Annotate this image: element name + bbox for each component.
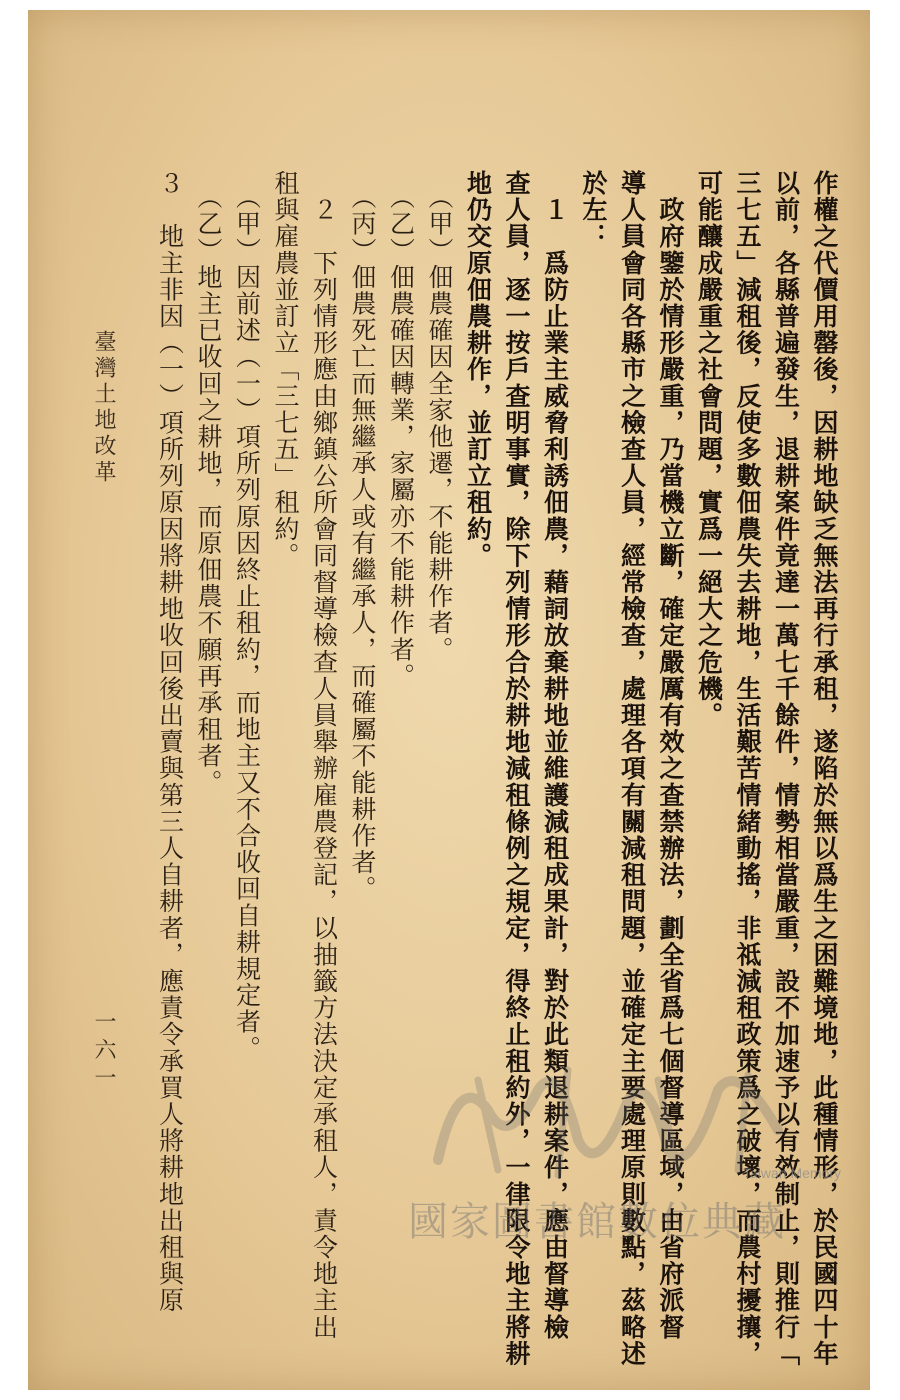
page-number: 一六一	[91, 1010, 116, 1094]
text-column: （丙）佃農死亡而無繼承人或有繼承人，而確屬不能耕作者。	[348, 170, 377, 903]
text-column: 查人員，逐一按戶查明事實，除下列情形合於耕地減租條例之規定，得終止租約外，一律限令地主將耕	[502, 170, 531, 1367]
watermark-latin: Taiwan Memory	[743, 1165, 842, 1181]
text-column: 三七五」減租後，反使多數佃農失去耕地，生活艱苦情緒動搖，非祗減租政策爲之破壞，而農村擾攘，	[733, 170, 762, 1367]
text-column: （甲）因前述（一）項所列原因終止租約，而地主又不合收回自耕規定者。	[232, 170, 262, 1062]
text-column: 作權之代價用罄後，因耕地缺乏無法再行承租，遂陷於無以爲生之困難境地，此種情形，於民國四十年	[810, 170, 839, 1367]
text-column: ３ 地主非因（一）項所列原因將耕地收回後出賣與第三人自耕者，應責令承買人將耕地出租與原	[155, 170, 185, 1314]
text-column: 導人員會同各縣市之檢查人員，經常檢查，處理各項有關減租問題，並確定主要處理原則數點，茲略述	[617, 170, 647, 1367]
text-column: 地仍交原佃農耕作，並訂立租約。	[463, 170, 493, 569]
text-column: 租與雇農並訂立「三七五」租約。	[271, 170, 300, 569]
text-column: １ 爲防止業主威脅利誘佃農，藉詞放棄耕地並維護減租成果計，對於此類退耕案件，應由督導檢	[540, 170, 570, 1341]
text-column: ２ 下列情形應由鄉鎮公所會同督導檢查人員舉辦雇農登記，以抽籤方法決定承租人，責令地主出	[309, 170, 339, 1341]
running-header: 臺灣土地改革	[91, 330, 116, 486]
text-column: 以前，各縣普遍發生，退耕案件竟達一萬七千餘件，情勢相當嚴重，設不加速予以有效制止，則推行「	[771, 170, 801, 1367]
text-column: 可能釀成嚴重之社會問題，實爲一絕大之危機。	[694, 170, 724, 729]
text-column: （乙）地主已收回之耕地，而原佃農不願再承租者。	[194, 170, 223, 796]
text-column: 於左：	[579, 170, 608, 250]
text-column: 政府鑒於情形嚴重，乃當機立斷，確定嚴厲有效之查禁辦法，劃全省爲七個督導區域，由省府派督	[656, 170, 685, 1341]
document-page	[28, 10, 870, 1390]
watermark-label: 國家圖書館數位典藏	[408, 1199, 786, 1245]
text-column: （乙）佃農確因轉業，家屬亦不能耕作者。	[386, 170, 416, 690]
text-column: （甲）佃農確因全家他遷，不能耕作者。	[425, 170, 454, 663]
